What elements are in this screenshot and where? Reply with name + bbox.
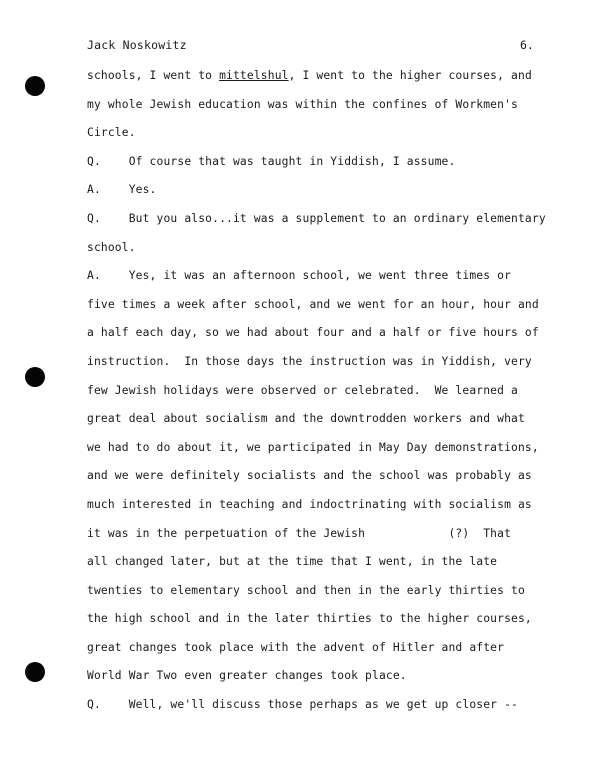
transcript-line: twenties to elementary school and then in the early thirties to	[87, 583, 525, 597]
binder-hole	[25, 76, 45, 96]
transcript-line: World War Two even greater changes took place.	[87, 669, 407, 683]
transcript-line: a half each day, so we had about four and a half or five hours of	[87, 326, 539, 340]
transcript-line: much interested in teaching and indoctrinating with socialism as	[87, 497, 532, 511]
page-number: 6.	[520, 38, 534, 52]
transcript-line: it was in the perpetuation of the Jewish (?) That	[87, 526, 512, 540]
transcript-line: five times a week after school, and we went for an hour, hour and	[87, 297, 539, 311]
transcript-line: great changes took place with the advent of Hitler and after	[87, 640, 505, 654]
underlined-term: mittelshul	[219, 69, 289, 82]
transcript-body	[87, 68, 557, 726]
transcript-line: Q. Well, we'll discuss those perhaps as we get up closer --	[87, 698, 518, 712]
line-text: , I went to the higher courses, and	[288, 69, 532, 82]
binder-hole	[25, 662, 45, 682]
line-text: schools, I went to	[87, 69, 220, 82]
transcript-line: great deal about socialism and the downtrodden workers and what	[87, 412, 525, 426]
transcript-line: the high school and in the later thirties to the higher courses,	[87, 612, 532, 626]
transcript-line: Q. Of course that was taught in Yiddish, I assume.	[87, 154, 456, 168]
transcript-line: A. Yes, it was an afternoon school, we went three times or	[87, 269, 512, 283]
transcript-line: all changed later, but at the time that I went, in the late	[87, 555, 498, 569]
interviewee-name-header: Jack Noskowitz	[87, 38, 187, 52]
transcript-line: and we were definitely socialists and the school was probably as	[87, 469, 532, 483]
transcript-line	[87, 68, 557, 97]
transcript-line: A. Yes.	[87, 183, 157, 197]
transcript-line: my whole Jewish education was within the confines of Workmen's	[87, 97, 518, 111]
transcript-line: we had to do about it, we participated in May Day demonstrations,	[87, 440, 539, 454]
transcript-line: school.	[87, 240, 136, 254]
transcript-line: instruction. In those days the instruction was in Yiddish, very	[87, 354, 532, 368]
binder-hole	[25, 367, 45, 387]
transcript-line: few Jewish holidays were observed or celebrated. We learned a	[87, 383, 518, 397]
transcript-line: Q. But you also...it was a supplement to an ordinary elementary	[87, 211, 546, 225]
transcript-line: Circle.	[87, 126, 136, 140]
